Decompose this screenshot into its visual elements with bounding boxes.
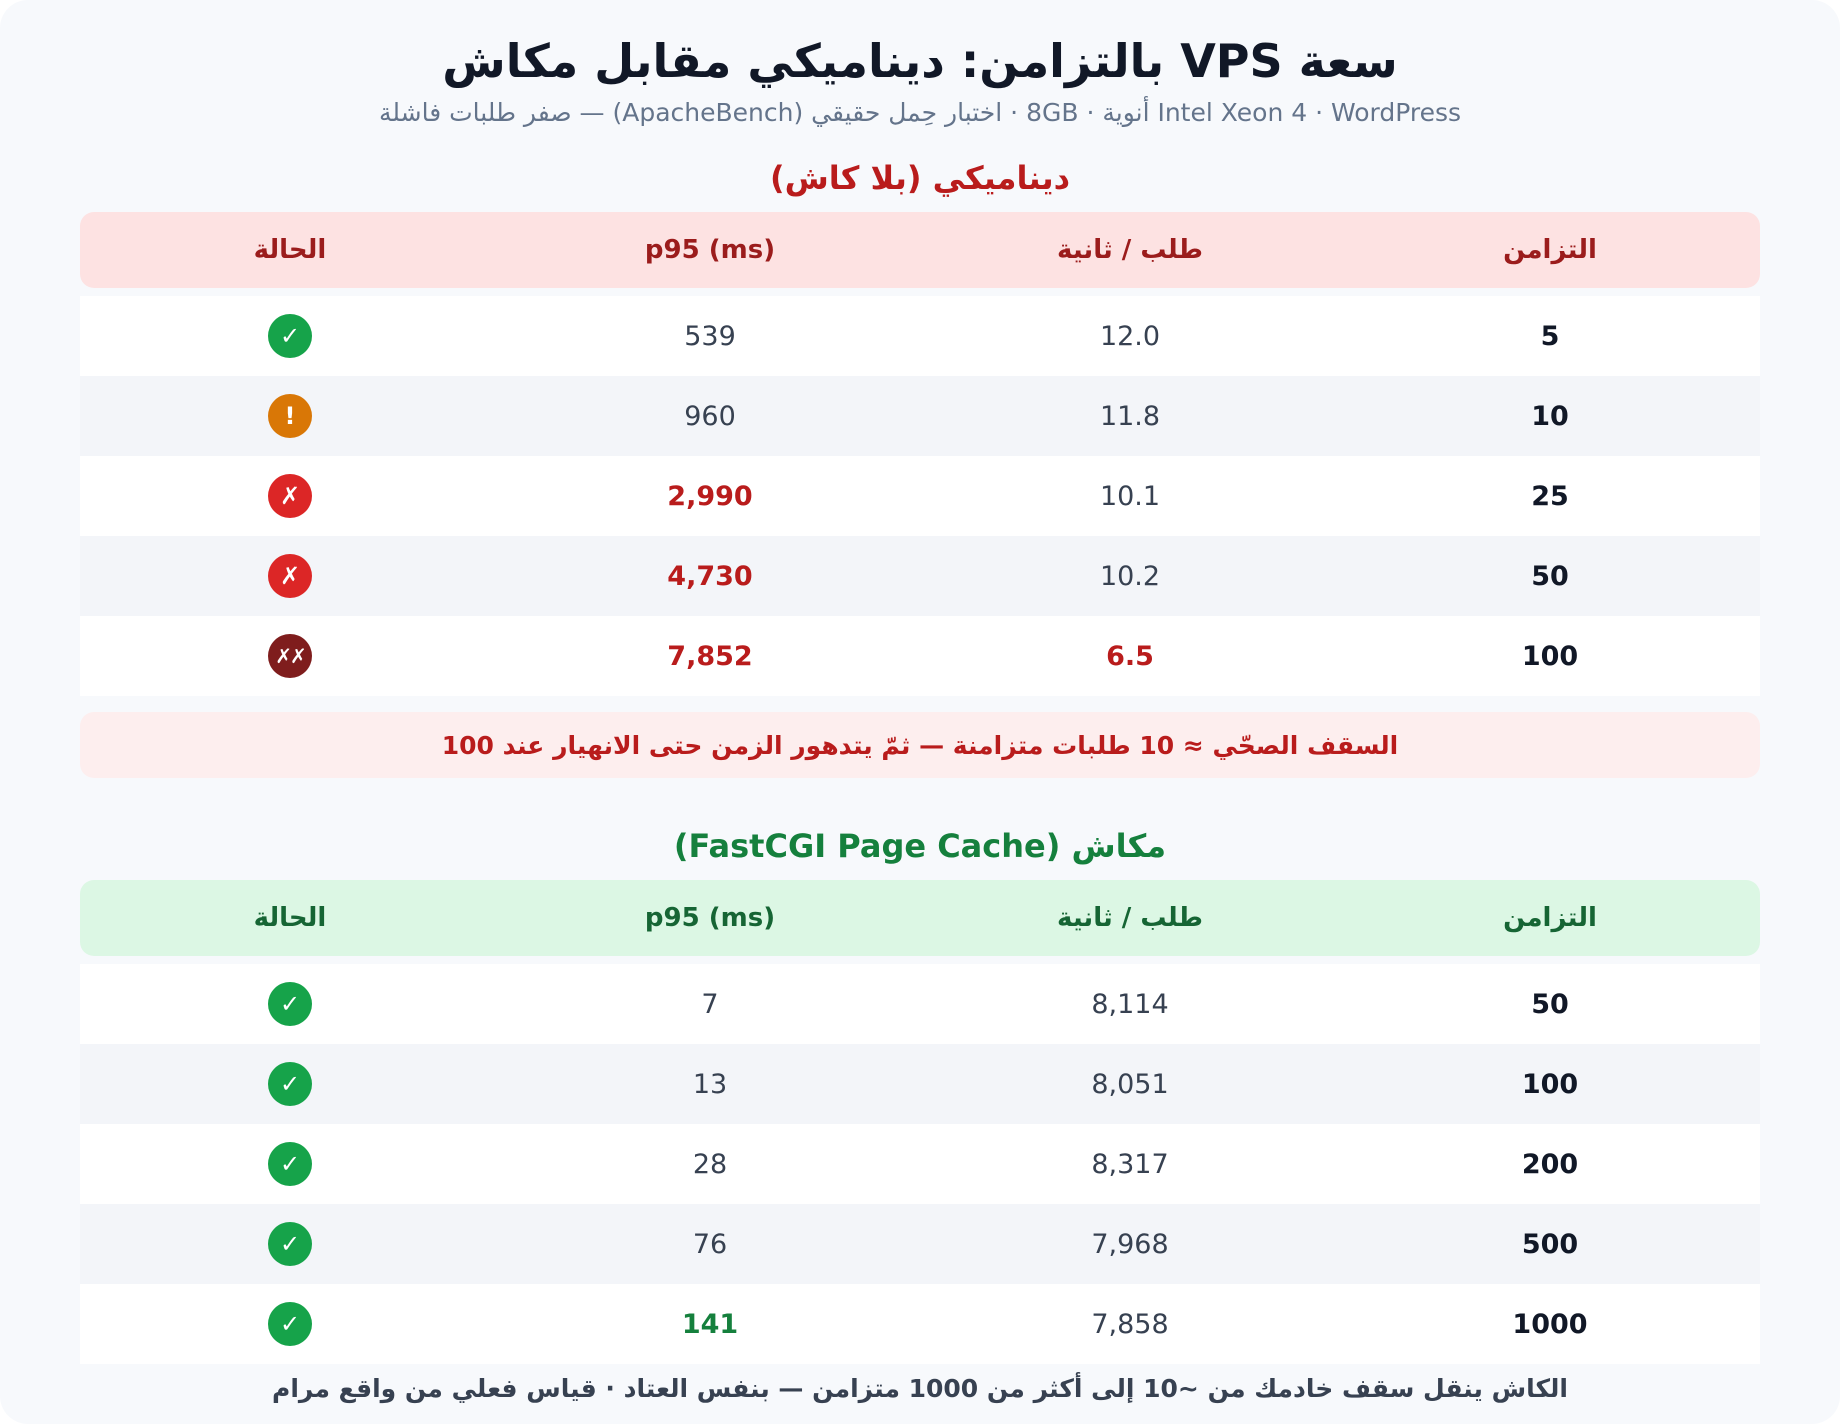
table-row	[80, 1284, 1760, 1364]
concurrency-cell: 10	[1531, 400, 1569, 432]
concurrency-cell: 100	[1521, 640, 1579, 672]
p95-cell: 7,852	[667, 640, 753, 672]
table-row	[80, 376, 1760, 456]
cross-icon: ✗	[268, 474, 312, 518]
header-p95: p95 (ms)	[644, 235, 776, 265]
table-row	[80, 1124, 1760, 1204]
cached-table	[80, 880, 1760, 1364]
status-cell	[80, 982, 500, 1026]
header-rps: طلب / ثانية	[1057, 903, 1203, 933]
header-concurrency: التزامن	[1503, 235, 1597, 265]
table-row	[80, 964, 1760, 1044]
table-row	[80, 536, 1760, 616]
p95-cell: 7	[701, 988, 719, 1020]
concurrency-cell: 100	[1521, 1068, 1579, 1100]
table-row	[80, 456, 1760, 536]
warning-icon: !	[268, 394, 312, 438]
status-cell	[80, 554, 500, 598]
concurrency-cell: 1000	[1512, 1308, 1588, 1340]
status-cell	[80, 314, 500, 358]
p95-cell: 28	[692, 1148, 728, 1180]
check-icon: ✓	[268, 1302, 312, 1346]
p95-cell: 4,730	[667, 560, 753, 592]
table-row	[80, 616, 1760, 696]
cached-section-title: مكاش (FastCGI Page Cache)	[673, 827, 1167, 865]
rps-cell: 10.1	[1099, 480, 1161, 512]
check-icon: ✓	[268, 314, 312, 358]
table-row	[80, 1204, 1760, 1284]
p95-cell: 76	[692, 1228, 728, 1260]
check-icon: ✓	[268, 982, 312, 1026]
rps-cell: 6.5	[1106, 640, 1154, 672]
status-cell	[80, 474, 500, 518]
status-cell	[80, 1222, 500, 1266]
check-icon: ✓	[268, 1062, 312, 1106]
rps-cell: 8,114	[1091, 988, 1169, 1020]
header-status: الحالة	[253, 235, 327, 265]
header-p95: p95 (ms)	[644, 903, 776, 933]
header-status: الحالة	[253, 903, 327, 933]
header-concurrency: التزامن	[1503, 903, 1597, 933]
dynamic-table-header	[80, 212, 1760, 288]
p95-cell: 2,990	[667, 480, 753, 512]
cached-table-header	[80, 880, 1760, 956]
header-rps: طلب / ثانية	[1057, 235, 1203, 265]
status-cell	[80, 394, 500, 438]
double-cross-icon: ✗✗	[268, 634, 312, 678]
page-title: سعة VPS بالتزامن: ديناميكي مقابل مكاش	[442, 34, 1398, 88]
concurrency-cell: 200	[1521, 1148, 1579, 1180]
check-icon: ✓	[268, 1222, 312, 1266]
p95-cell: 141	[681, 1308, 739, 1340]
cross-icon: ✗	[268, 554, 312, 598]
p95-cell: 13	[692, 1068, 728, 1100]
concurrency-cell: 5	[1540, 320, 1560, 352]
rps-cell: 11.8	[1099, 400, 1161, 432]
p95-cell: 960	[684, 400, 736, 432]
p95-cell: 539	[684, 320, 736, 352]
rps-cell: 7,858	[1091, 1308, 1169, 1340]
rps-cell: 10.2	[1099, 560, 1161, 592]
status-cell	[80, 1062, 500, 1106]
page-subtitle: Intel Xeon 4 · WordPress أنوية · 8GB · اختبار حِمل حقيقي (ApacheBench) — صفر طلبات فاشلة	[378, 98, 1462, 127]
dynamic-section-title: ديناميكي (بلا كاش)	[770, 159, 1070, 197]
status-cell	[80, 1302, 500, 1346]
rps-cell: 7,968	[1091, 1228, 1169, 1260]
rps-cell: 12.0	[1099, 320, 1161, 352]
footer-summary: الكاش ينقل سقف خادمك من ~10 إلى أكثر من 1000 متزامن — بنفس العتاد · قياس فعلي من واقع مرام	[272, 1374, 1568, 1403]
check-icon: ✓	[268, 1142, 312, 1186]
concurrency-cell: 50	[1531, 560, 1569, 592]
dynamic-table	[80, 212, 1760, 696]
table-row	[80, 296, 1760, 376]
table-row	[80, 1044, 1760, 1124]
status-cell	[80, 634, 500, 678]
concurrency-cell: 50	[1531, 988, 1569, 1020]
concurrency-cell: 25	[1531, 480, 1569, 512]
status-cell	[80, 1142, 500, 1186]
concurrency-cell: 500	[1521, 1228, 1579, 1260]
rps-cell: 8,051	[1091, 1068, 1169, 1100]
rps-cell: 8,317	[1091, 1148, 1169, 1180]
dynamic-ceiling-note: السقف الصحّي ≈ 10 طلبات متزامنة — ثمّ يتدهور الزمن حتى الانهيار عند 100	[80, 712, 1760, 778]
